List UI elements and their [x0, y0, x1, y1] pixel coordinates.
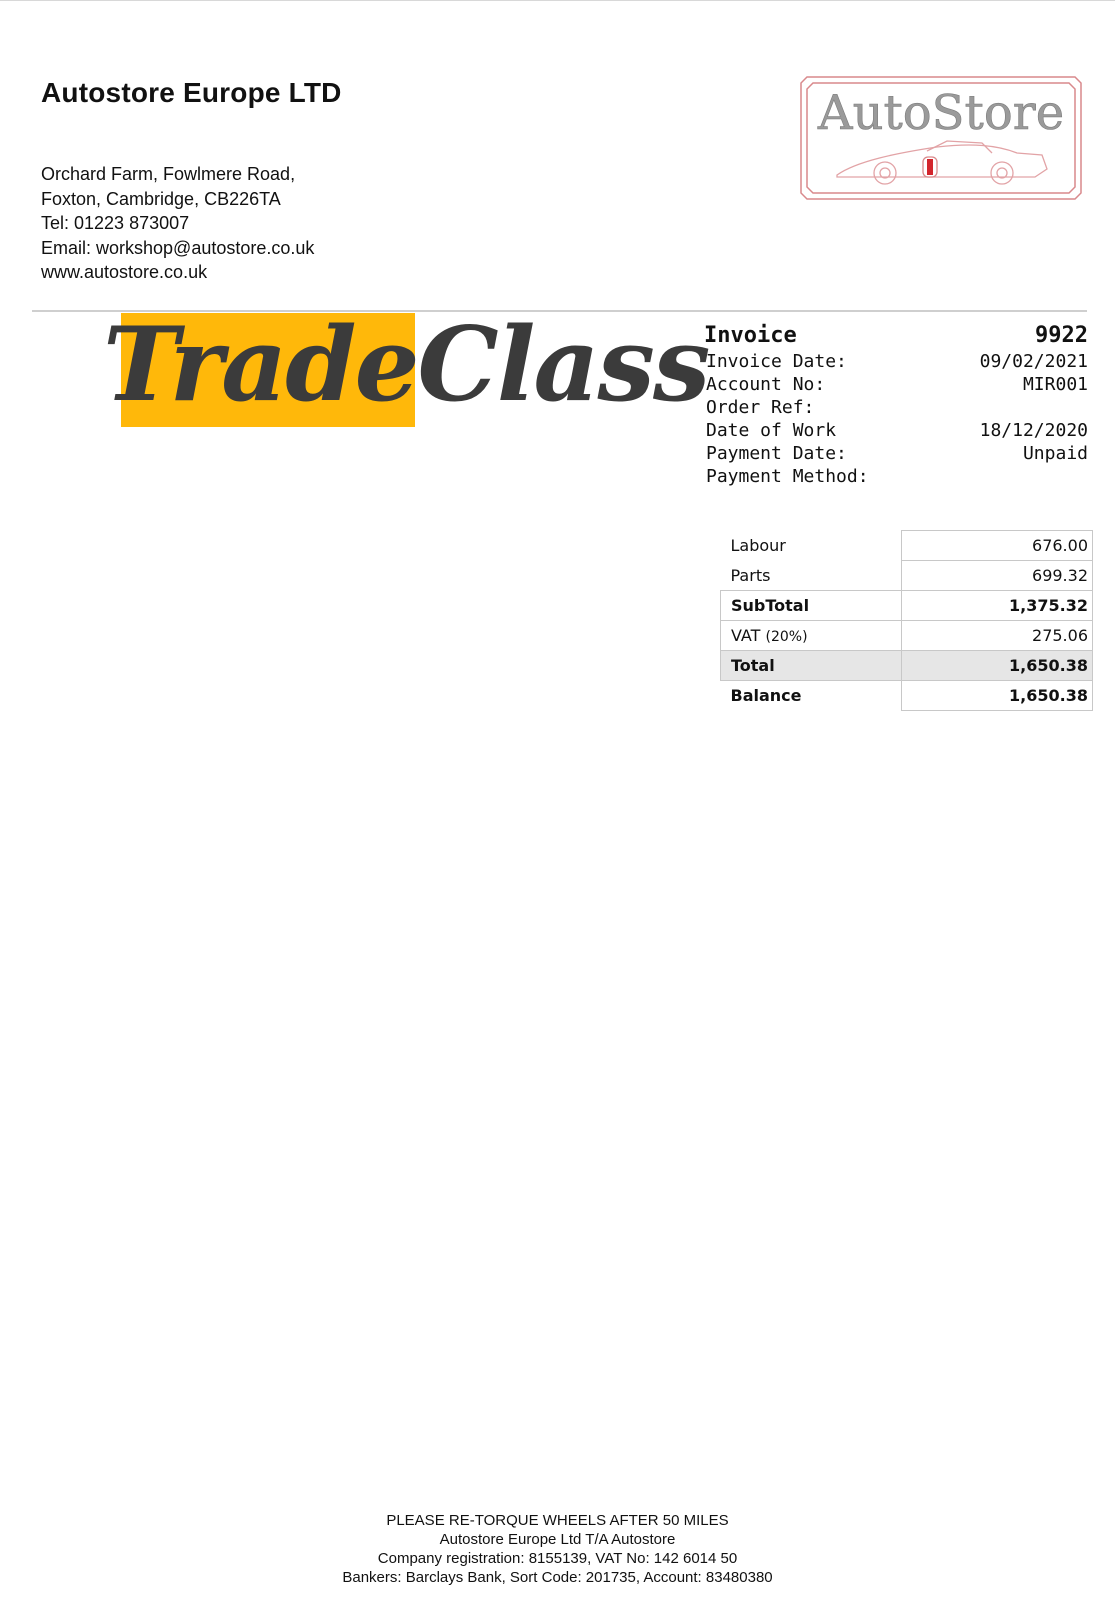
totals-row-labour	[721, 531, 1093, 561]
labour-value: 676.00	[902, 531, 1093, 561]
footer-trading-name: Autostore Europe Ltd T/A Autostore	[439, 1531, 676, 1548]
balance-label: Balance	[730, 686, 802, 706]
subtotal-value: 1,375.32	[902, 591, 1093, 621]
invoice-field-value: 09/02/2021	[979, 351, 1088, 372]
invoice-field-row	[704, 350, 1088, 373]
totals-row-balance	[721, 681, 1093, 711]
tradeclass-banner	[103, 305, 709, 427]
footer	[0, 1511, 1115, 1587]
invoice-field-row	[704, 396, 1088, 419]
subtotal-label: SubTotal	[721, 591, 902, 621]
total-value: 1,650.38	[902, 651, 1093, 681]
vat-value: 275.06	[902, 621, 1093, 651]
invoice-field-row	[704, 465, 1088, 488]
footer-note: PLEASE RE-TORQUE WHEELS AFTER 50 MILES	[386, 1512, 729, 1529]
invoice-field-row	[704, 373, 1088, 396]
invoice-field-row	[704, 419, 1088, 442]
autostore-logo-graphic	[797, 73, 1085, 203]
invoice-field-value: MIR001	[1022, 374, 1088, 395]
logo-wordmark: AutoStore	[817, 85, 1065, 141]
invoice-field-label: Payment Date:	[706, 443, 847, 464]
autostore-logo	[797, 73, 1085, 203]
totals-row-total	[721, 651, 1093, 681]
company-email: Email: workshop@autostore.co.uk	[41, 237, 315, 258]
invoice-header	[704, 320, 1088, 350]
footer-registration: Company registration: 8155139, VAT No: 142 6014 50	[377, 1550, 738, 1567]
address-line-2: Foxton, Cambridge, CB226TA	[41, 188, 281, 209]
page-top-border	[0, 0, 1115, 1]
totals-table	[720, 530, 1093, 711]
company-tel: Tel: 01223 873007	[41, 213, 190, 233]
banner-text: TradeClass	[103, 305, 709, 425]
vat-rate: (20%)	[765, 629, 808, 645]
parts-value: 699.32	[902, 561, 1093, 591]
parts-label: Parts	[730, 565, 771, 585]
balance-value: 1,650.38	[902, 681, 1093, 711]
invoice-field-label: Payment Method:	[706, 466, 869, 487]
invoice-field-row	[704, 442, 1088, 465]
company-name: Autostore Europe LTD	[41, 77, 342, 108]
invoice-field-value: 18/12/2020	[979, 420, 1088, 441]
invoice-field-label: Account No:	[706, 374, 826, 395]
address-line-1: Orchard Farm, Fowlmere Road,	[41, 164, 296, 184]
invoice-field-label: Date of Work	[706, 420, 837, 441]
totals-row-vat	[721, 621, 1093, 651]
vat-label-cell	[721, 621, 902, 651]
company-website: www.autostore.co.uk	[41, 262, 208, 282]
invoice-field-label: Invoice Date:	[706, 351, 847, 372]
invoice-field-label: Order Ref:	[706, 397, 815, 418]
invoice-title: Invoice	[704, 322, 797, 348]
vat-label: VAT	[731, 626, 761, 645]
footer-bank-details: Bankers: Barclays Bank, Sort Code: 201735, Account: 83480380	[342, 1569, 773, 1586]
invoice-field-value: Unpaid	[1022, 443, 1088, 464]
totals-row-parts	[721, 561, 1093, 591]
company-address	[41, 162, 314, 285]
invoice-details	[704, 320, 1088, 488]
totals-row-subtotal	[721, 591, 1093, 621]
invoice-number: 9922	[1035, 322, 1088, 348]
total-label: Total	[721, 651, 902, 681]
labour-label: Labour	[730, 536, 786, 555]
